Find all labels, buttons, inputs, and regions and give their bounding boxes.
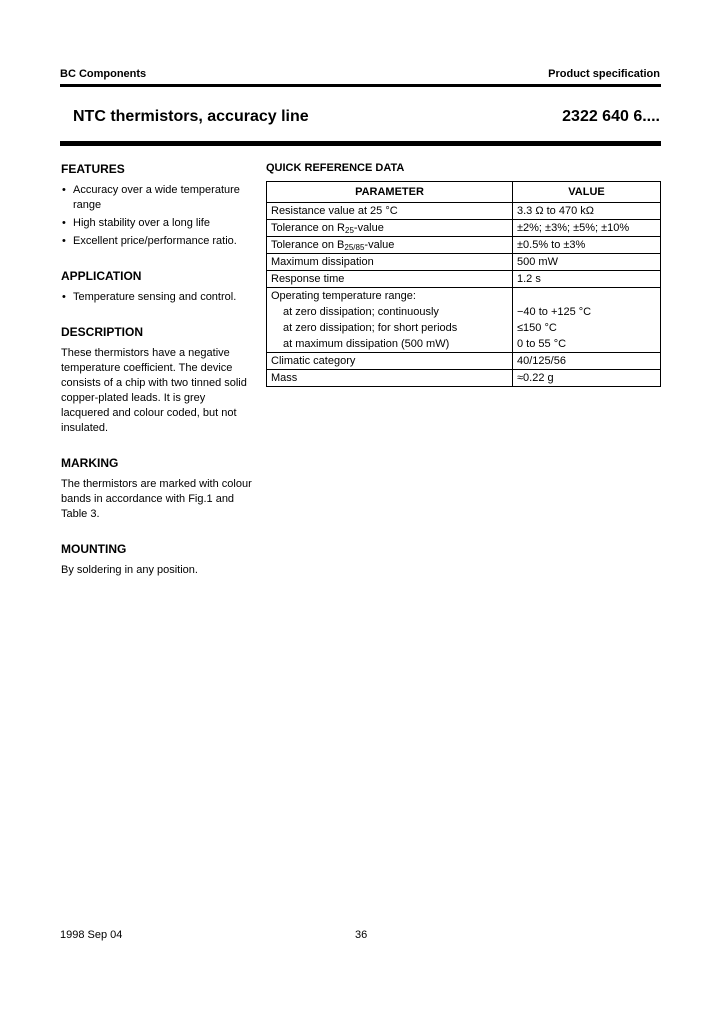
table-row [267,237,661,254]
parameter-cell: Resistance value at 25 °C [267,203,513,220]
left-column [61,162,256,598]
value-cell: 40/125/56 [513,353,661,370]
table-row [267,336,661,353]
mounting-text: By soldering in any position. [61,564,198,576]
table-row [267,288,661,305]
quick-reference-table [266,181,661,387]
right-column [266,162,661,387]
document-type: Product specification [548,68,660,80]
features-list [61,183,256,249]
table-row [267,254,661,271]
parameter-cell: Climatic category [267,353,513,370]
marking-section [61,456,256,522]
value-cell: 3.3 Ω to 470 kΩ [513,203,661,220]
value-cell [513,288,661,305]
footer-date: 1998 Sep 04 [60,929,123,941]
part-number: 2322 640 6.... [562,108,660,125]
value-cell: 1.2 s [513,271,661,288]
parameter-text: Tolerance on R [271,222,345,234]
parameter-subscript: 25/85 [344,243,365,252]
features-heading: FEATURES [61,162,125,176]
parameter-cell [267,237,513,254]
list-item: • Accuracy over a wide temperature range [61,183,256,213]
value-cell: 500 mW [513,254,661,271]
table-row [267,304,661,320]
page-number: 36 [355,929,368,941]
parameter-cell: at zero dissipation; continuously [267,304,513,320]
value-cell: ≈0.22 g [513,370,661,387]
value-cell: −40 to +125 °C [513,304,661,320]
description-section [61,325,256,436]
value-cell: 0 to 55 °C [513,336,661,353]
value-cell: ±0.5% to ±3% [513,237,661,254]
mounting-heading: MOUNTING [61,542,127,556]
application-heading: APPLICATION [61,269,142,283]
parameter-subscript: 25 [345,226,354,235]
parameter-cell: Response time [267,271,513,288]
marking-heading: MARKING [61,456,119,470]
document-title: NTC thermistors, accuracy line [73,108,309,125]
table-row [267,203,661,220]
table-row [267,353,661,370]
column-header-value: VALUE [513,182,661,203]
application-list [61,290,256,305]
list-item: • Excellent price/performance ratio. [61,234,256,249]
value-cell: ±2%; ±3%; ±5%; ±10% [513,220,661,237]
parameter-text: Tolerance on B [271,239,345,251]
list-item: • Temperature sensing and control. [61,290,256,305]
features-section [61,162,256,249]
quick-reference-heading: QUICK REFERENCE DATA [266,162,405,174]
parameter-cell: Operating temperature range: [267,288,513,305]
marking-text: The thermistors are marked with colour bands in accordance with Fig.1 and Table 3. [61,478,252,520]
value-cell: ≤150 °C [513,320,661,336]
parameter-cell [267,220,513,237]
parameter-text-suffix: -value [353,222,384,234]
parameter-cell: Mass [267,370,513,387]
table-header-row [267,182,661,203]
table-row [267,370,661,387]
company-name: BC Components [60,68,147,80]
description-text: These thermistors have a negative temperature coefficient. The device consists of a chip with two tinned solid copper-plated leads. It is grey lacquered and colour coded, but not insulated. [61,347,247,434]
header-rule-top [60,84,661,87]
header-rule-bottom [60,141,661,146]
parameter-cell: at zero dissipation; for short periods [267,320,513,336]
description-heading: DESCRIPTION [61,325,144,339]
application-section [61,269,256,305]
table-row [267,220,661,237]
mounting-section [61,542,256,578]
parameter-cell: at maximum dissipation (500 mW) [267,336,513,353]
column-header-parameter: PARAMETER [267,182,513,203]
list-item: • High stability over a long life [61,216,256,231]
table-row [267,271,661,288]
parameter-cell: Maximum dissipation [267,254,513,271]
parameter-text-suffix: -value [364,239,395,251]
table-row [267,320,661,336]
